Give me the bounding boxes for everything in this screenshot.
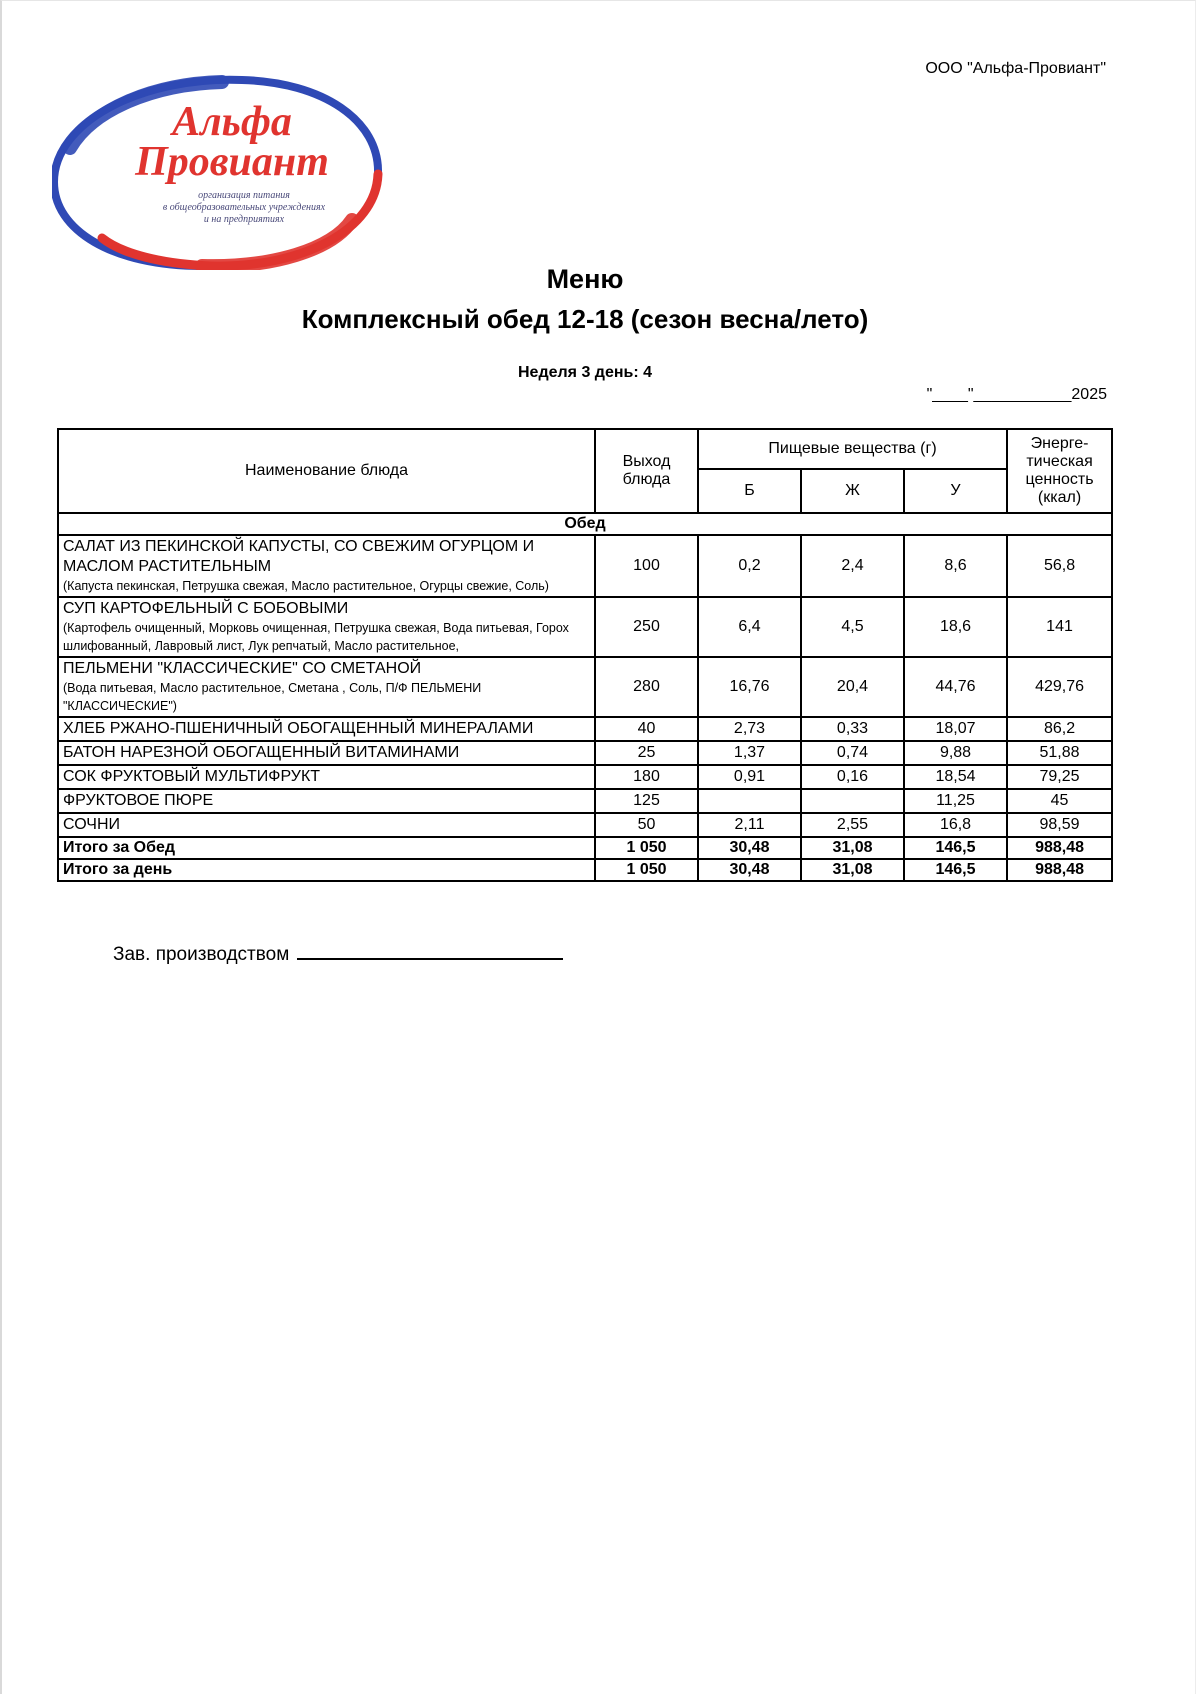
dish-name: ФРУКТОВОЕ ПЮРЕ bbox=[63, 792, 214, 809]
cell-b: 6,4 bbox=[698, 597, 801, 657]
cell-yield: 180 bbox=[595, 765, 698, 789]
dish-name: БАТОН НАРЕЗНОЙ ОБОГАЩЕННЫЙ ВИТАМИНАМИ bbox=[63, 744, 460, 761]
dish-ingredients: (Капуста пекинская, Петрушка свежая, Масло растительное, Огурцы свежие, Соль) bbox=[63, 579, 549, 593]
table-row bbox=[58, 657, 1112, 717]
cell-energy: 141 bbox=[1007, 597, 1112, 657]
cell-zh: 2,55 bbox=[801, 813, 904, 837]
table-row bbox=[58, 789, 1112, 813]
dish-cell bbox=[58, 741, 595, 765]
table-row bbox=[58, 535, 1112, 597]
total-u: 146,5 bbox=[904, 859, 1007, 881]
total-zh: 31,08 bbox=[801, 859, 904, 881]
dish-name: СУП КАРТОФЕЛЬНЫЙ С БОБОВЫМИ bbox=[63, 600, 349, 617]
logo-subtitle-line3: и на предприятиях bbox=[203, 214, 285, 225]
cell-u: 44,76 bbox=[904, 657, 1007, 717]
logo-subtitle-line2: в общеобразовательных учреждениях bbox=[162, 202, 326, 213]
header-fat: Ж bbox=[801, 469, 904, 513]
dish-name: ПЕЛЬМЕНИ "КЛАССИЧЕСКИЕ" СО СМЕТАНОЙ bbox=[63, 660, 422, 677]
company-logo bbox=[52, 70, 394, 270]
logo-subtitle bbox=[144, 190, 344, 226]
dish-cell bbox=[58, 597, 595, 657]
dish-cell bbox=[58, 813, 595, 837]
dish-cell bbox=[58, 657, 595, 717]
header-yield: Выход блюда bbox=[595, 429, 698, 513]
cell-yield: 25 bbox=[595, 741, 698, 765]
cell-energy: 429,76 bbox=[1007, 657, 1112, 717]
dish-ingredients: (Вода питьевая, Масло растительное, Сметана , Соль, П/Ф ПЕЛЬМЕНИ "КЛАССИЧЕСКИЕ") bbox=[63, 681, 482, 713]
logo-title bbox=[122, 99, 342, 185]
logo-title-line1: Альфа bbox=[172, 99, 292, 145]
total-energy: 988,48 bbox=[1007, 837, 1112, 859]
total-row bbox=[58, 837, 1112, 859]
cell-yield: 125 bbox=[595, 789, 698, 813]
cell-yield: 100 bbox=[595, 535, 698, 597]
cell-energy: 86,2 bbox=[1007, 717, 1112, 741]
cell-b bbox=[698, 789, 801, 813]
cell-u: 11,25 bbox=[904, 789, 1007, 813]
signature-block bbox=[113, 944, 563, 966]
table-row bbox=[58, 765, 1112, 789]
total-b: 30,48 bbox=[698, 837, 801, 859]
signature-label: Зав. производством bbox=[113, 944, 290, 965]
cell-b: 0,91 bbox=[698, 765, 801, 789]
table-row bbox=[58, 597, 1112, 657]
cell-energy: 98,59 bbox=[1007, 813, 1112, 837]
cell-u: 18,6 bbox=[904, 597, 1007, 657]
cell-b: 2,11 bbox=[698, 813, 801, 837]
section-title: Обед bbox=[58, 513, 1112, 535]
week-day-label: Неделя 3 день: 4 bbox=[517, 364, 653, 381]
cell-energy: 56,8 bbox=[1007, 535, 1112, 597]
cell-zh: 0,74 bbox=[801, 741, 904, 765]
date-field: "____"___________2025 bbox=[926, 386, 1107, 403]
table-row bbox=[58, 717, 1112, 741]
table-row bbox=[58, 741, 1112, 765]
cell-yield: 250 bbox=[595, 597, 698, 657]
cell-yield: 280 bbox=[595, 657, 698, 717]
header-energy: Энерге-тическая ценность (ккал) bbox=[1007, 429, 1112, 513]
dish-name: САЛАТ ИЗ ПЕКИНСКОЙ КАПУСТЫ, СО СВЕЖИМ ОГУРЦОМ И МАСЛОМ РАСТИТЕЛЬНЫМ bbox=[63, 538, 535, 575]
company-name: ООО "Альфа-Провиант" bbox=[925, 60, 1106, 77]
cell-u: 9,88 bbox=[904, 741, 1007, 765]
dish-name: ХЛЕБ РЖАНО-ПШЕНИЧНЫЙ ОБОГАЩЕННЫЙ МИНЕРАЛАМИ bbox=[63, 720, 534, 737]
table-row bbox=[58, 813, 1112, 837]
total-zh: 31,08 bbox=[801, 837, 904, 859]
total-energy: 988,48 bbox=[1007, 859, 1112, 881]
header-dish-name: Наименование блюда bbox=[58, 429, 595, 513]
cell-zh: 20,4 bbox=[801, 657, 904, 717]
cell-u: 18,54 bbox=[904, 765, 1007, 789]
total-label: Итого за день bbox=[58, 859, 595, 881]
dish-name: СОЧНИ bbox=[63, 816, 121, 833]
header-protein: Б bbox=[698, 469, 801, 513]
cell-b: 16,76 bbox=[698, 657, 801, 717]
cell-u: 8,6 bbox=[904, 535, 1007, 597]
cell-yield: 50 bbox=[595, 813, 698, 837]
signature-line bbox=[297, 944, 563, 960]
header-nutrients: Пищевые вещества (г) bbox=[698, 429, 1007, 469]
cell-u: 16,8 bbox=[904, 813, 1007, 837]
dish-ingredients: (Картофель очищенный, Морковь очищенная, Петрушка свежая, Вода питьевая, Горох шлифованный, Лавровый лист, Лук репчатый, Масло растительное, bbox=[63, 621, 569, 653]
total-label: Итого за Обед bbox=[58, 837, 595, 859]
cell-zh: 0,16 bbox=[801, 765, 904, 789]
dish-cell bbox=[58, 717, 595, 741]
total-b: 30,48 bbox=[698, 859, 801, 881]
page-subtitle: Комплексный обед 12-18 (сезон весна/лето) bbox=[301, 304, 869, 334]
page-title: Меню bbox=[546, 264, 624, 294]
total-yield: 1 050 bbox=[595, 859, 698, 881]
dish-name: СОК ФРУКТОВЫЙ МУЛЬТИФРУКТ bbox=[63, 768, 321, 785]
total-yield: 1 050 bbox=[595, 837, 698, 859]
cell-u: 18,07 bbox=[904, 717, 1007, 741]
dish-cell bbox=[58, 765, 595, 789]
header-carbs: У bbox=[904, 469, 1007, 513]
total-u: 146,5 bbox=[904, 837, 1007, 859]
logo-subtitle-line1: организация питания bbox=[198, 190, 290, 201]
cell-b: 1,37 bbox=[698, 741, 801, 765]
cell-zh: 0,33 bbox=[801, 717, 904, 741]
cell-zh: 4,5 bbox=[801, 597, 904, 657]
cell-b: 2,73 bbox=[698, 717, 801, 741]
cell-zh: 2,4 bbox=[801, 535, 904, 597]
cell-zh bbox=[801, 789, 904, 813]
logo-title-line2: Провиант bbox=[135, 139, 329, 185]
cell-b: 0,2 bbox=[698, 535, 801, 597]
cell-energy: 51,88 bbox=[1007, 741, 1112, 765]
cell-yield: 40 bbox=[595, 717, 698, 741]
cell-energy: 45 bbox=[1007, 789, 1112, 813]
dish-cell bbox=[58, 789, 595, 813]
dish-cell bbox=[58, 535, 595, 597]
menu-table bbox=[57, 428, 1113, 882]
total-row bbox=[58, 859, 1112, 881]
cell-energy: 79,25 bbox=[1007, 765, 1112, 789]
